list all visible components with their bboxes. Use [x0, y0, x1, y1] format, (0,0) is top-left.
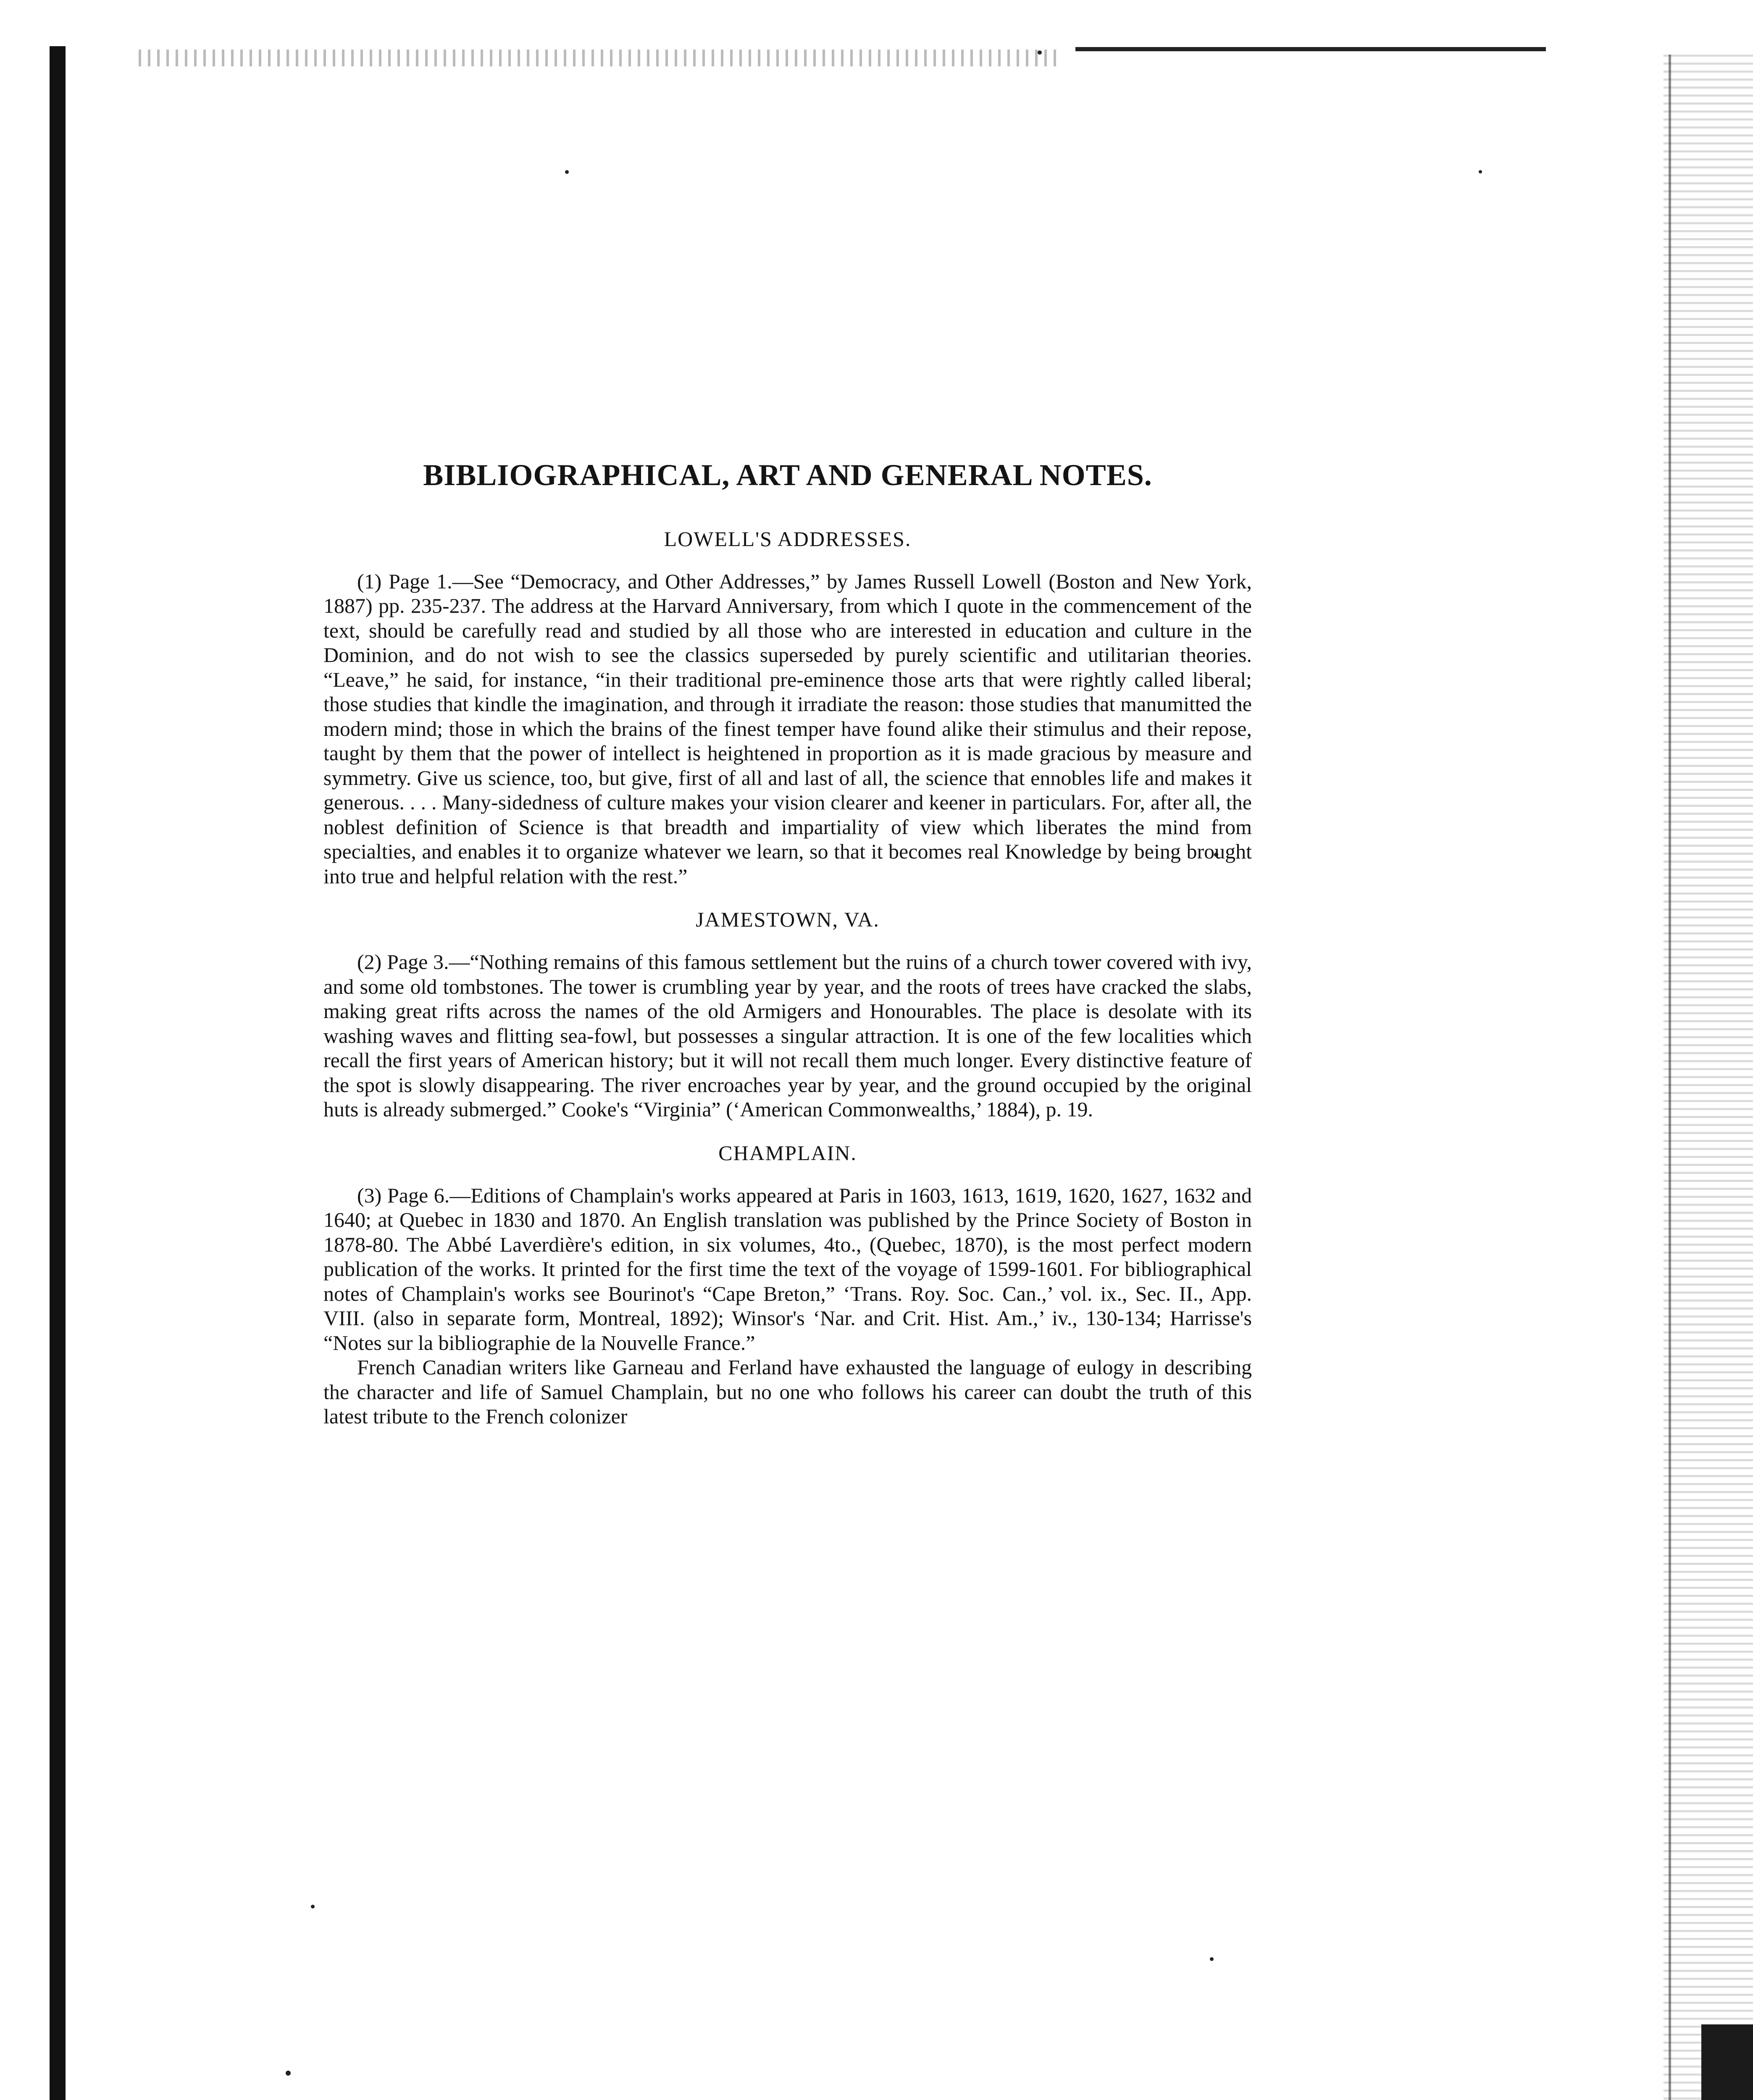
section-heading: CHAMPLAIN.	[718, 1141, 857, 1165]
note-paragraph: (2) Page 3.—“Nothing remains of this famous settlement but the ruins of a church tower covered with ivy, and some old tombstones. The tower is crumbling year by year, and the roots of trees have cracked the slabs, making great rifts across the names of the old Armigers and Honourables. The place is desolate with its washing waves and flitting sea-fowl, but possesses a singular attraction. It is one of the few localities which recall the first years of American history; but it will not recall them much longer. Every distinctive feature of the spot is slowly disappearing. The river encroaches year by year, and the ground occupied by the original huts is already submerged.” Cooke's “Virginia” (‘American Commonwealths,’ 1884), p. 19.	[323, 950, 1252, 1121]
section-heading: LOWELL'S ADDRESSES.	[664, 527, 912, 551]
page-title: BIBLIOGRAPHICAL, ART AND GENERAL NOTES.	[423, 458, 1152, 492]
section-champlain	[323, 1140, 1252, 1429]
note-paragraph: (3) Page 6.—Editions of Champlain's works appeared at Paris in 1603, 1613, 1619, 1620, 1627, 1632 and 1640; at Quebec in 1830 and 1870. An English translation was published by the Prince Society of Boston in 1878-80. The Abbé Laverdière's edition, in six volumes, 4to., (Quebec, 1870), is the most perfect modern publication of the works. It printed for the first time the text of the voyage of 1599-1601. For bibliographical notes of Champlain's works see Bourinot's “Cape Breton,” ‘Trans. Roy. Soc. Can.,’ vol. ix., Sec. II., App. VIII. (also in separate form, Montreal, 1892); Winsor's ‘Nar. and Crit. Hist. Am.,’ iv., 130-134; Harrisse's “Notes sur la bibliographie de la Nouvelle France.”	[323, 1183, 1252, 1354]
section-lowell	[323, 526, 1252, 889]
scan-speck	[1210, 1957, 1214, 1961]
section-heading: JAMESTOWN, VA.	[696, 908, 880, 932]
note-paragraph: (1) Page 1.—See “Democracy, and Other Addresses,” by James Russell Lowell (Boston and New York, 1887) pp. 235-237. The address at the Harvard Anniversary, from which I quote in the commencement of the text, should be carefully read and studied by all those who are interested in education and culture in the Dominion, and do not wish to see the classics superseded by purely scientific and utilitarian theories. “Leave,” he said, for instance, “in their traditional pre-eminence those arts that were rightly called liberal; those studies that kindle the imagination, and through it irradiate the reason: those studies that manumitted the modern mind; those in which the brains of the finest temper have found alike their stimulus and their repose, taught by them that the power of intellect is heightened in proportion as it is made gracious by measure and symmetry. Give us science, too, but give, first of all and last of all, the science that ennobles life and makes it generous. . . . Many-sidedness of culture makes your vision clearer and keener in particulars. For, after all, the noblest definition of Science is that breadth and impartiality of view which liberates the mind from specialties, and enables it to organize whatever we learn, so that it becomes real Knowledge by being brought into true and helpful relation with the rest.”	[323, 569, 1252, 888]
scan-noise-top	[139, 50, 1063, 66]
page-edge-line	[1669, 55, 1671, 2100]
scan-speck	[1479, 170, 1482, 173]
page-content	[323, 458, 1252, 1429]
scan-speck	[286, 2071, 291, 2076]
scan-speck	[1038, 50, 1042, 55]
scan-noise-right	[1664, 55, 1753, 2100]
binding-shadow	[50, 46, 66, 2100]
section-jamestown	[323, 907, 1252, 1122]
scan-speck	[565, 170, 569, 174]
scan-dark-corner	[1701, 2024, 1753, 2100]
scan-speck	[311, 1905, 315, 1908]
top-rule	[1075, 47, 1546, 51]
note-paragraph: French Canadian writers like Garneau and Ferland have exhausted the language of eulogy in describing the character and life of Samuel Champlain, but no one who follows his career can doubt the truth of this latest tribute to the French colonizer	[323, 1355, 1252, 1428]
